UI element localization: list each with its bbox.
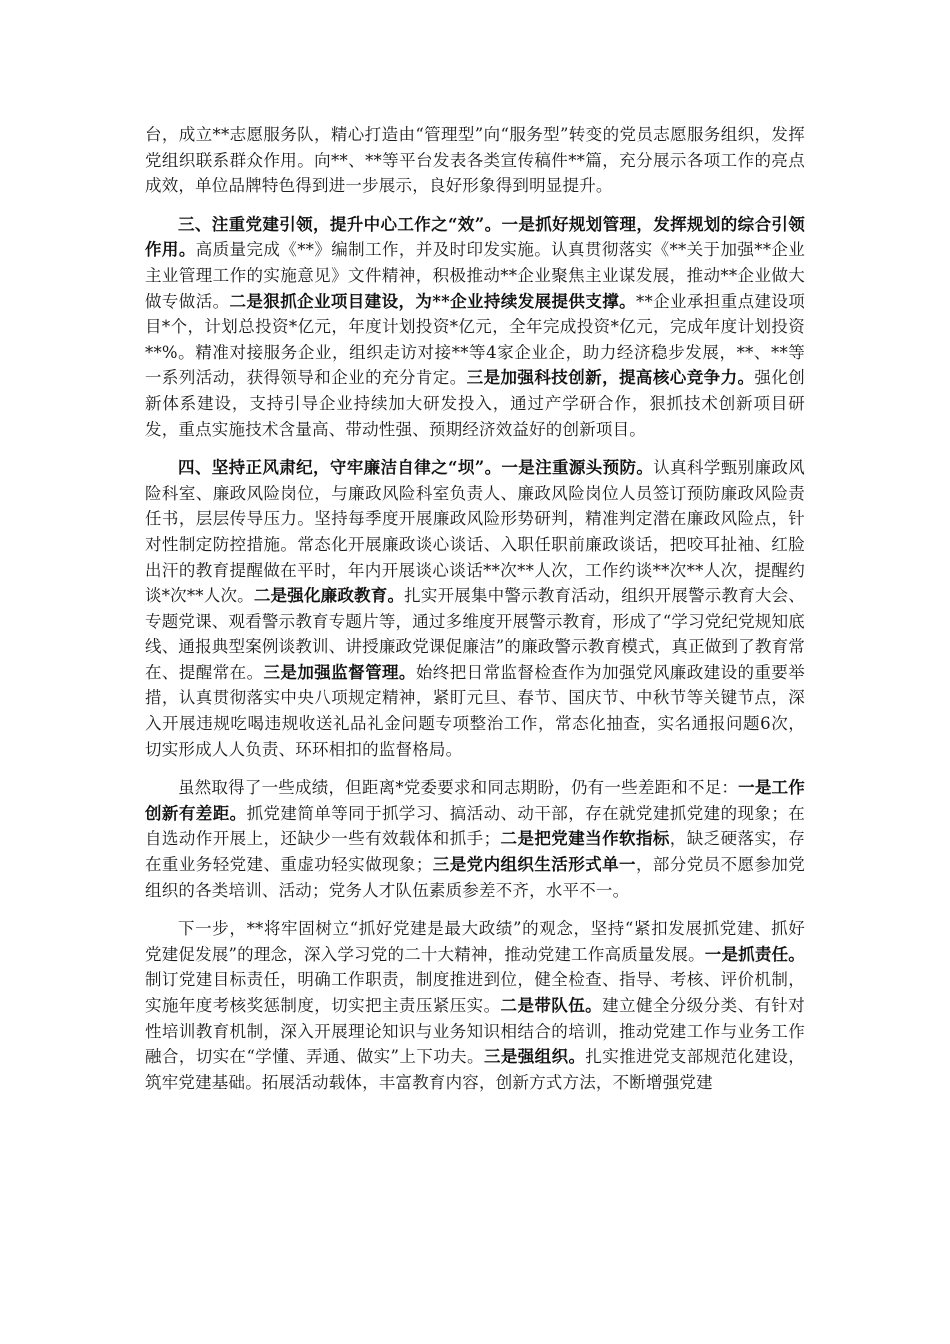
body-text: 认真科学甄别廉政风险科室、廉政风险岗位，与廉政风险科室负责人、廉政风险岗位人员签订预防廉政风险责任书，层层传导压力。坚持每季度开展廉政风险形势研判，精准判定潜在廉政风险点，针对性制定防控措施。常态化开展廉政谈心谈话、入职任职前廉政谈话，把咬耳扯袖、红脸出汗的教育提醒做在平时，年内开展谈心谈话**次**人次，工作约谈**次**人次，提醒约谈*次**人次。: [145, 458, 805, 606]
body-text: 扎实开展集中警示教育活动，组织开展警示教育大会、专题党课、观看警示教育专题片等，通过多维度开展警示教育，形成了“学习党纪党规知底线、通报典型案例谈教训、讲授廉政党课促廉洁”的廉政警示教育模式，真正做到了教育常在、提醒常在。: [145, 586, 805, 682]
bold-heading-text: 二是带队伍。: [500, 996, 603, 1015]
paragraph: [145, 916, 805, 1095]
body-text: 始终把日常监督检查作为加强党风廉政建设的重要举措，认真贯彻落实中央八项规定精神，紧盯元旦、春节、国庆节、中秋节等关键节点，深入开展违规吃喝违规收送礼品礼金问题专项整治工作，常态化抽查，实名通报问题6次，切实形成人人负责、环环相扣的监督格局。: [145, 662, 805, 759]
bold-heading-text: 二是狠抓企业项目建设，为**企业持续发展提供支撑。: [229, 291, 637, 311]
body-text: 台，成立**志愿服务队，精心打造由“管理型”向“服务型”转变的党员志愿服务组织，发挥党组织联系群众作用。向**、**等平台发表各类宣传稿件**篇，充分展示各项工作的亮点成效，单位品牌特色得到进一步展示，良好形象得到明显提升。: [145, 125, 805, 196]
bold-heading-text: 二是把党建当作软指标: [500, 829, 670, 849]
body-text: 强化创新体系建设，支持引导企业持续加大研发投入，通过产学研合作，狠抓技术创新项目研发，重点实施技术含量高、带动性强、预期经济效益好的创新项目。: [145, 368, 805, 439]
paragraph: [145, 122, 805, 199]
body-text: 虽然取得了一些成绩，但距离*党委要求和同志期盼，仍有一些差距和不足：: [178, 778, 739, 798]
document-body: [145, 122, 805, 1108]
bold-heading-text: 三、注重党建引领，提升中心工作之“效”。一是抓好规划管理，发挥规划的综合引领作用。: [145, 214, 805, 260]
bold-heading-text: 四、坚持正风肃纪，守牢廉洁自律之“坝”。一是注重源头预防。: [178, 458, 654, 478]
body-text: 高质量完成《**》编制工作，并及时印发实施。认真贯彻落实《**关于加强**企业主业管理工作的实施意见》文件精神，积极推动**企业聚焦主业谋发展，推动**企业做大做专做活。: [145, 240, 805, 311]
body-text: 扎实推进党支部规范化建设，筑牢党建基础。拓展活动载体，丰富教育内容，创新方式方法，不断增强党建: [145, 1047, 805, 1092]
bold-heading-text: 三是党内组织生活形式单一: [432, 855, 636, 875]
body-text: **企业承担重点建设项目*个，计划总投资*亿元，年度计划投资*亿元，全年完成投资*亿元，完成年度计划投资**%。精准对接服务企业，组织走访对接**等4家企业企，助力经济稳步发展，**、**等一系列活动，获得领导和企业的充分肯定。: [145, 291, 805, 388]
bold-heading-text: 三是强组织。: [483, 1047, 586, 1067]
body-text: 抓党建简单等同于抓学习、搞活动、动干部，存在就党建抓党建的现象；在自选动作开展上，还缺少一些有效载体和抓手；: [145, 803, 805, 849]
bold-heading-text: 一是抓责任。: [704, 944, 805, 964]
bold-heading-text: 三是加强监督管理。: [263, 662, 416, 682]
body-text: ，缺乏硬落实，存在重业务轻党建、重虚功轻实做现象；: [145, 829, 805, 875]
body-text: 下一步，**将牢固树立“抓好党建是最大政绩”的观念，坚持“紧扣发展抓党建、抓好党建促发展”的理念，深入学习党的二十大精神，推动党建工作高质量发展。: [145, 919, 805, 964]
body-text: 制订党建目标责任，明确工作职责，制度推进到位，健全检查、指导、考核、评价机制，实施年度考核奖惩制度，切实把主责压紧压实。: [145, 970, 805, 1015]
paragraph: [145, 455, 805, 762]
bold-heading-text: 一是工作创新有差距。: [145, 778, 805, 823]
bold-heading-text: 三是加强科技创新，提高核心竞争力。: [466, 368, 755, 388]
bold-heading-text: 二是强化廉政教育。: [253, 586, 405, 606]
body-text: 建立健全分级分类、有针对性培训教育机制，深入开展理论知识与业务知识相结合的培训，推动党建工作与业务工作融合，切实在“学懂、弄通、做实”上下功夫。: [145, 996, 806, 1067]
body-text: ，部分党员不愿参加党组织的各类培训、活动；党务人才队伍素质参差不齐，水平不一。: [145, 855, 805, 900]
paragraph: [145, 212, 805, 442]
paragraph: [145, 775, 805, 903]
